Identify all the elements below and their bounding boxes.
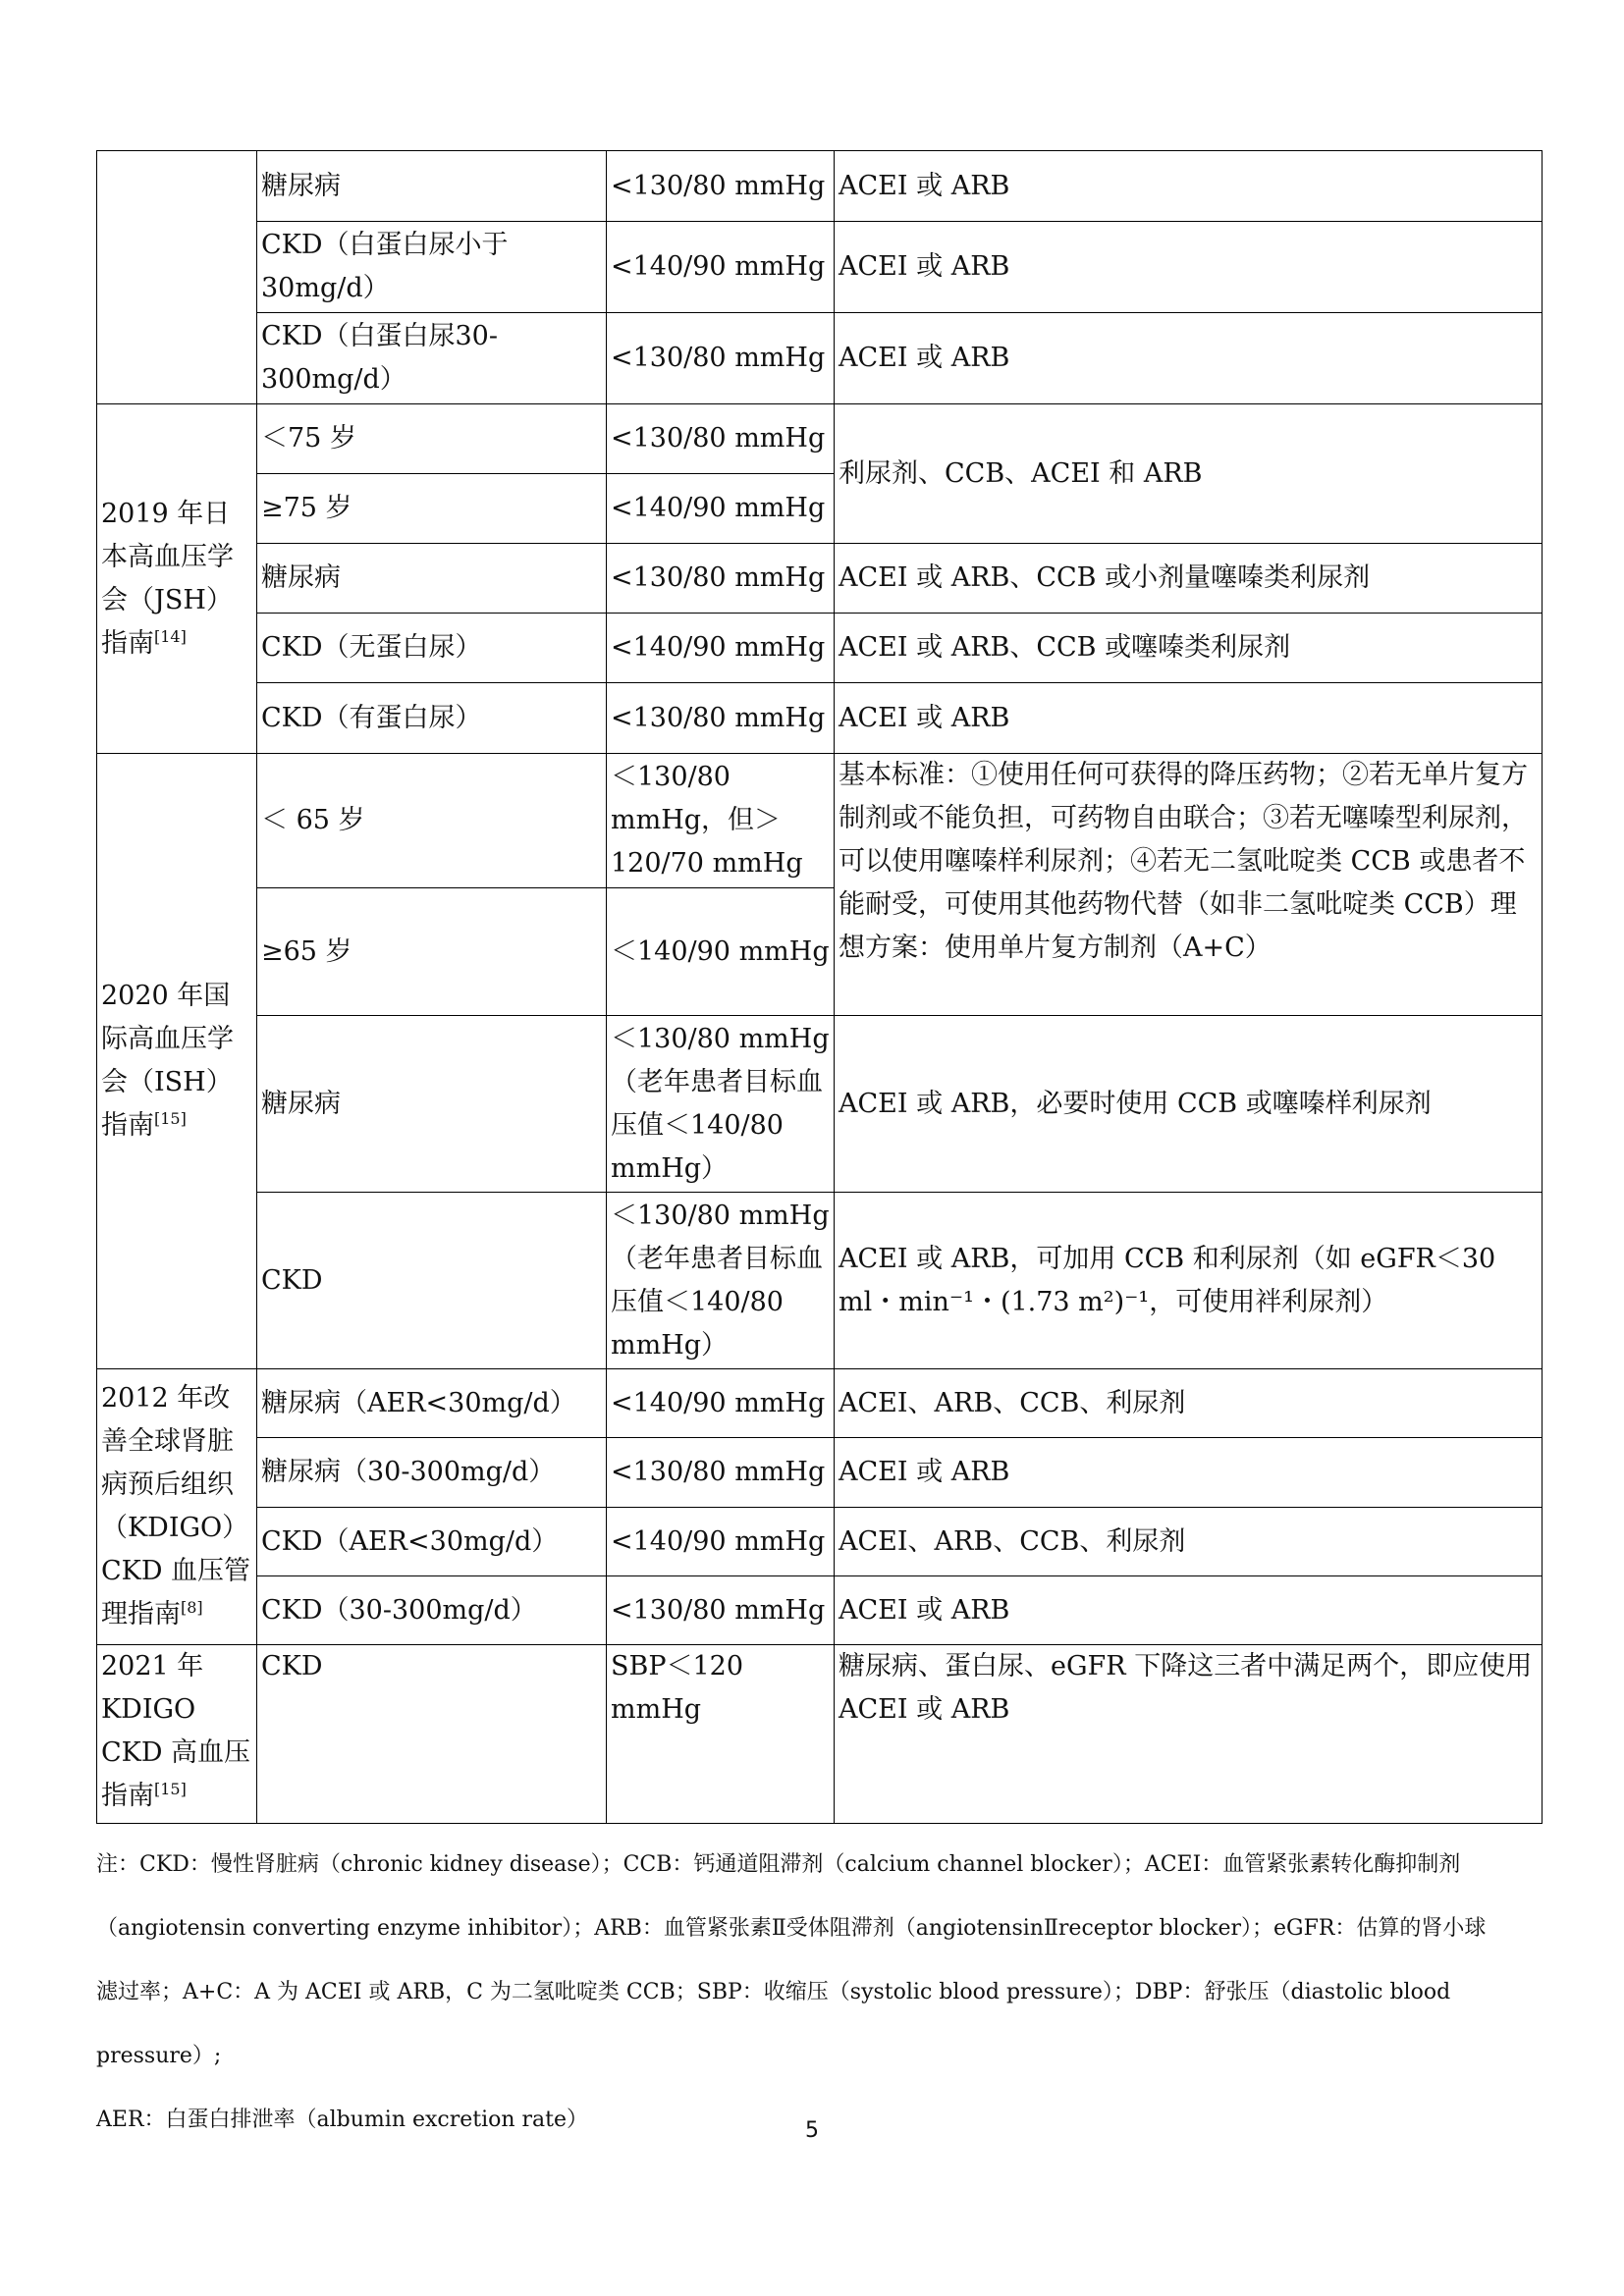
note-line: 滤过率；A+C：A 为 ACEI 或 ARB，C 为二氢吡啶类 CCB；SBP：收缩压（systolic blood pressure）；DBP：舒张压（diastolic blood pressure）; — [96, 1980, 1451, 2068]
population-cell: ≥65 岁 — [257, 888, 607, 1016]
table-row — [97, 1193, 1543, 1369]
population-cell: ＜ 65 岁 — [257, 754, 607, 888]
table-row — [97, 404, 1543, 474]
target-bp-cell: <140/90 mmHg — [607, 222, 835, 313]
target-bp-cell: <130/80 mmHg — [607, 544, 835, 614]
table-row — [97, 1438, 1543, 1508]
population-cell: 糖尿病 — [257, 1016, 607, 1193]
population-cell: CKD — [257, 1645, 607, 1824]
drug-cell: ACEI、ARB、CCB、利尿剂 — [835, 1508, 1543, 1576]
drug-cell: 利尿剂、CCB、ACEI 和 ARB — [835, 404, 1543, 544]
target-bp-cell: <140/90 mmHg — [607, 614, 835, 683]
target-bp-cell: <140/90 mmHg — [607, 474, 835, 544]
table-row — [97, 683, 1543, 754]
target-bp-cell: <130/80 mmHg — [607, 683, 835, 754]
drug-cell: 糖尿病、蛋白尿、eGFR 下降这三者中满足两个，即应使用 ACEI 或 ARB — [835, 1645, 1543, 1824]
population-cell: ＜75 岁 — [257, 404, 607, 474]
drug-cell: ACEI 或 ARB — [835, 683, 1543, 754]
guideline-cell — [97, 1645, 257, 1824]
population-cell: CKD（AER<30mg/d） — [257, 1508, 607, 1576]
population-cell: 糖尿病（30-300mg/d） — [257, 1438, 607, 1508]
drug-cell: 基本标准：①使用任何可获得的降压药物；②若无单片复方制剂或不能负担，可药物自由联合；③若无噻嗪型利尿剂，可以使用噻嗪样利尿剂；④若无二氢吡啶类 CCB 或患者不能耐受，可使用其他药物代替（如非二氢吡啶类 CCB）理想方案：使用单片复方制剂（A+C） — [835, 754, 1543, 1016]
target-bp-cell: <130/80 mmHg — [607, 1576, 835, 1645]
table-row — [97, 1369, 1543, 1438]
drug-cell: ACEI 或 ARB、CCB 或小剂量噻嗪类利尿剂 — [835, 544, 1543, 614]
guideline-table — [96, 150, 1543, 1824]
target-bp-cell: <140/90 mmHg — [607, 1508, 835, 1576]
population-cell: CKD（有蛋白尿） — [257, 683, 607, 754]
table-row — [97, 1576, 1543, 1645]
target-bp-cell: ＜130/80 mmHg（老年患者目标血压值＜140/80 mmHg） — [607, 1193, 835, 1369]
target-bp-cell: ＜130/80 mmHg，但＞120/70 mmHg — [607, 754, 835, 888]
note-line: 注：CKD：慢性肾脏病（chronic kidney disease）；CCB：钙通道阻滞剂（calcium channel blocker）；ACEI：血管紧张素转化酶抑制剂 — [96, 1852, 1461, 1877]
drug-cell: ACEI 或 ARB、CCB 或噻嗪类利尿剂 — [835, 614, 1543, 683]
population-cell: 糖尿病 — [257, 151, 607, 222]
citation-ref: [14] — [154, 626, 187, 646]
population-cell: CKD（白蛋白尿30-300mg/d） — [257, 313, 607, 404]
table-row — [97, 222, 1543, 313]
citation-ref: [8] — [181, 1598, 203, 1617]
population-cell: CKD — [257, 1193, 607, 1369]
table-row — [97, 754, 1543, 888]
table-row — [97, 544, 1543, 614]
drug-cell: ACEI、ARB、CCB、利尿剂 — [835, 1369, 1543, 1438]
target-bp-cell: <140/90 mmHg — [607, 1369, 835, 1438]
population-cell: CKD（30-300mg/d） — [257, 1576, 607, 1645]
population-cell: CKD（白蛋白尿小于30mg/d） — [257, 222, 607, 313]
table-row — [97, 313, 1543, 404]
drug-cell: ACEI 或 ARB — [835, 222, 1543, 313]
target-bp-cell: <130/80 mmHg — [607, 313, 835, 404]
target-bp-cell: SBP＜120 mmHg — [607, 1645, 835, 1824]
note-line: AER：白蛋白排泄率（albumin excretion rate） — [96, 2108, 589, 2132]
target-bp-cell: <130/80 mmHg — [607, 404, 835, 474]
table-row — [97, 1016, 1543, 1193]
table-row — [97, 1645, 1543, 1824]
guideline-cell — [97, 404, 257, 754]
target-bp-cell: <130/80 mmHg — [607, 1438, 835, 1508]
target-bp-cell: <130/80 mmHg — [607, 151, 835, 222]
guideline-cell — [97, 1369, 257, 1645]
population-cell: 糖尿病（AER<30mg/d） — [257, 1369, 607, 1438]
drug-cell: ACEI 或 ARB，可加用 CCB 和利尿剂（如 eGFR＜30 ml・min⁻¹・(1.73 m²)⁻¹，可使用袢利尿剂） — [835, 1193, 1543, 1369]
citation-ref: [15] — [154, 1109, 187, 1128]
guideline-cell — [97, 754, 257, 1369]
guideline-name: 2012 年改善全球肾脏病预后组织（KDIGO）CKD 血压管理指南 — [101, 1383, 251, 1629]
target-bp-cell: ＜130/80 mmHg（老年患者目标血压值＜140/80 mmHg） — [607, 1016, 835, 1193]
citation-ref: [15] — [154, 1780, 187, 1798]
drug-cell: ACEI 或 ARB，必要时使用 CCB 或噻嗪样利尿剂 — [835, 1016, 1543, 1193]
population-cell: 糖尿病 — [257, 544, 607, 614]
guideline-name: 2019 年日本高血压学会（JSH）指南 — [101, 498, 234, 659]
table-row — [97, 1508, 1543, 1576]
population-cell: CKD（无蛋白尿） — [257, 614, 607, 683]
guideline-name: 2020 年国际高血压学会（ISH）指南 — [101, 981, 234, 1141]
drug-cell: ACEI 或 ARB — [835, 151, 1543, 222]
population-cell: ≥75 岁 — [257, 474, 607, 544]
target-bp-cell: ＜140/90 mmHg — [607, 888, 835, 1016]
guideline-cell — [97, 151, 257, 404]
guideline-name: 2021 年 KDIGO CKD 高血压指南 — [101, 1651, 251, 1811]
note-line: （angiotensin converting enzyme inhibitor）；ARB：血管紧张素Ⅱ受体阻滞剂（angiotensinⅡreceptor blocker）；eGFR：估算的肾小球 — [96, 1916, 1487, 1941]
table-notes — [96, 1833, 1542, 2152]
table-row — [97, 151, 1543, 222]
drug-cell: ACEI 或 ARB — [835, 313, 1543, 404]
drug-cell: ACEI 或 ARB — [835, 1576, 1543, 1645]
page-number: 5 — [805, 2118, 819, 2143]
table-row — [97, 614, 1543, 683]
drug-cell: ACEI 或 ARB — [835, 1438, 1543, 1508]
